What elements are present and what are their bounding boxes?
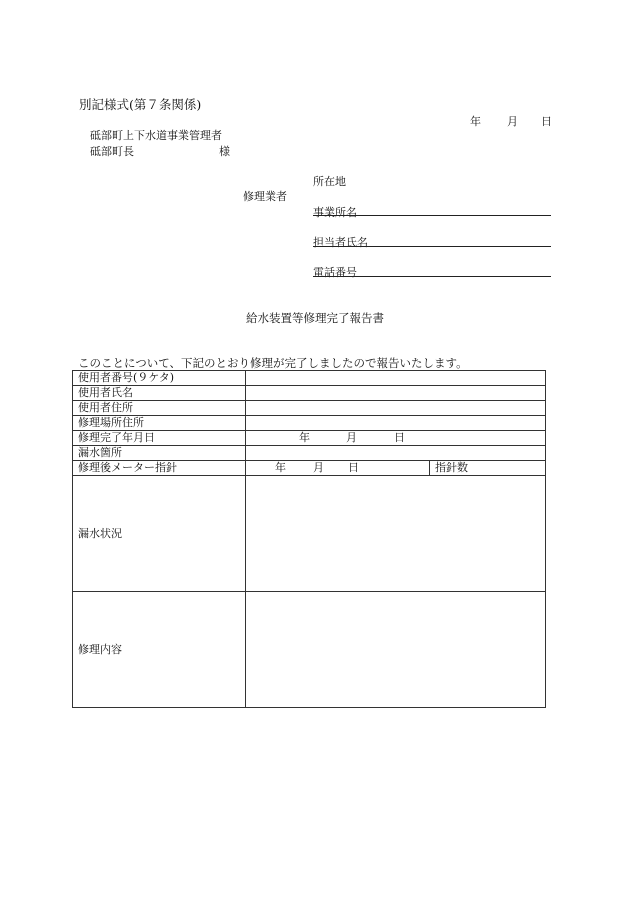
meter-year: 年 (275, 461, 286, 474)
table-row (73, 431, 546, 446)
completion-month: 月 (346, 431, 357, 444)
leak-status-value (246, 476, 546, 592)
contractor-phone-label: 電話番号 (313, 266, 357, 279)
leak-location-value (246, 446, 546, 461)
completion-day: 日 (394, 431, 405, 444)
addressee-mayor: 砥部町長 (90, 145, 134, 158)
meter-count-label: 指針数 (430, 461, 546, 476)
form-label: 別記様式(第７条関係) (79, 97, 202, 112)
addressee-honorific: 様 (219, 145, 230, 158)
table-row (73, 401, 546, 416)
table-row (73, 446, 546, 461)
contractor-person-line (313, 246, 551, 247)
leak-location-label: 漏水箇所 (73, 446, 246, 461)
contractor-office-line (313, 215, 551, 216)
user-name-label: 使用者氏名 (73, 386, 246, 401)
table-row (73, 416, 546, 431)
date-day: 日 (541, 115, 552, 128)
contractor-address-label: 所在地 (313, 175, 346, 188)
table-row (73, 371, 546, 386)
meter-month: 月 (313, 461, 324, 474)
intro-text: このことについて、下記のとおり修理が完了しましたので報告いたします。 (78, 356, 468, 370)
completion-year: 年 (299, 431, 310, 444)
completion-date-value (246, 431, 546, 446)
user-number-label: 使用者番号(９ケタ) (73, 371, 246, 386)
meter-day: 日 (348, 461, 359, 474)
contractor-heading: 修理業者 (243, 190, 287, 203)
table-row (73, 592, 546, 708)
contractor-office-label: 事業所名 (313, 206, 357, 219)
user-address-value (246, 401, 546, 416)
leak-status-label: 漏水状況 (73, 476, 246, 592)
user-address-label: 使用者住所 (73, 401, 246, 416)
date-year: 年 (470, 115, 481, 128)
table-row (73, 386, 546, 401)
user-name-value (246, 386, 546, 401)
repair-address-value (246, 416, 546, 431)
contractor-person-label: 担当者氏名 (313, 236, 368, 249)
addressee-manager: 砥部町上下水道事業管理者 (90, 129, 222, 142)
repair-details-value (246, 592, 546, 708)
meter-reading-label: 修理後メーター指針 (73, 461, 246, 476)
report-table (72, 370, 546, 708)
table-row (73, 461, 546, 476)
repair-details-label: 修理内容 (73, 592, 246, 708)
document-title: 給水装置等修理完了報告書 (246, 311, 384, 325)
completion-date-label: 修理完了年月日 (73, 431, 246, 446)
date-month: 月 (507, 115, 518, 128)
table-row (73, 476, 546, 592)
meter-reading-date (246, 461, 430, 476)
contractor-phone-line (313, 276, 551, 277)
user-number-value (246, 371, 546, 386)
repair-address-label: 修理場所住所 (73, 416, 246, 431)
